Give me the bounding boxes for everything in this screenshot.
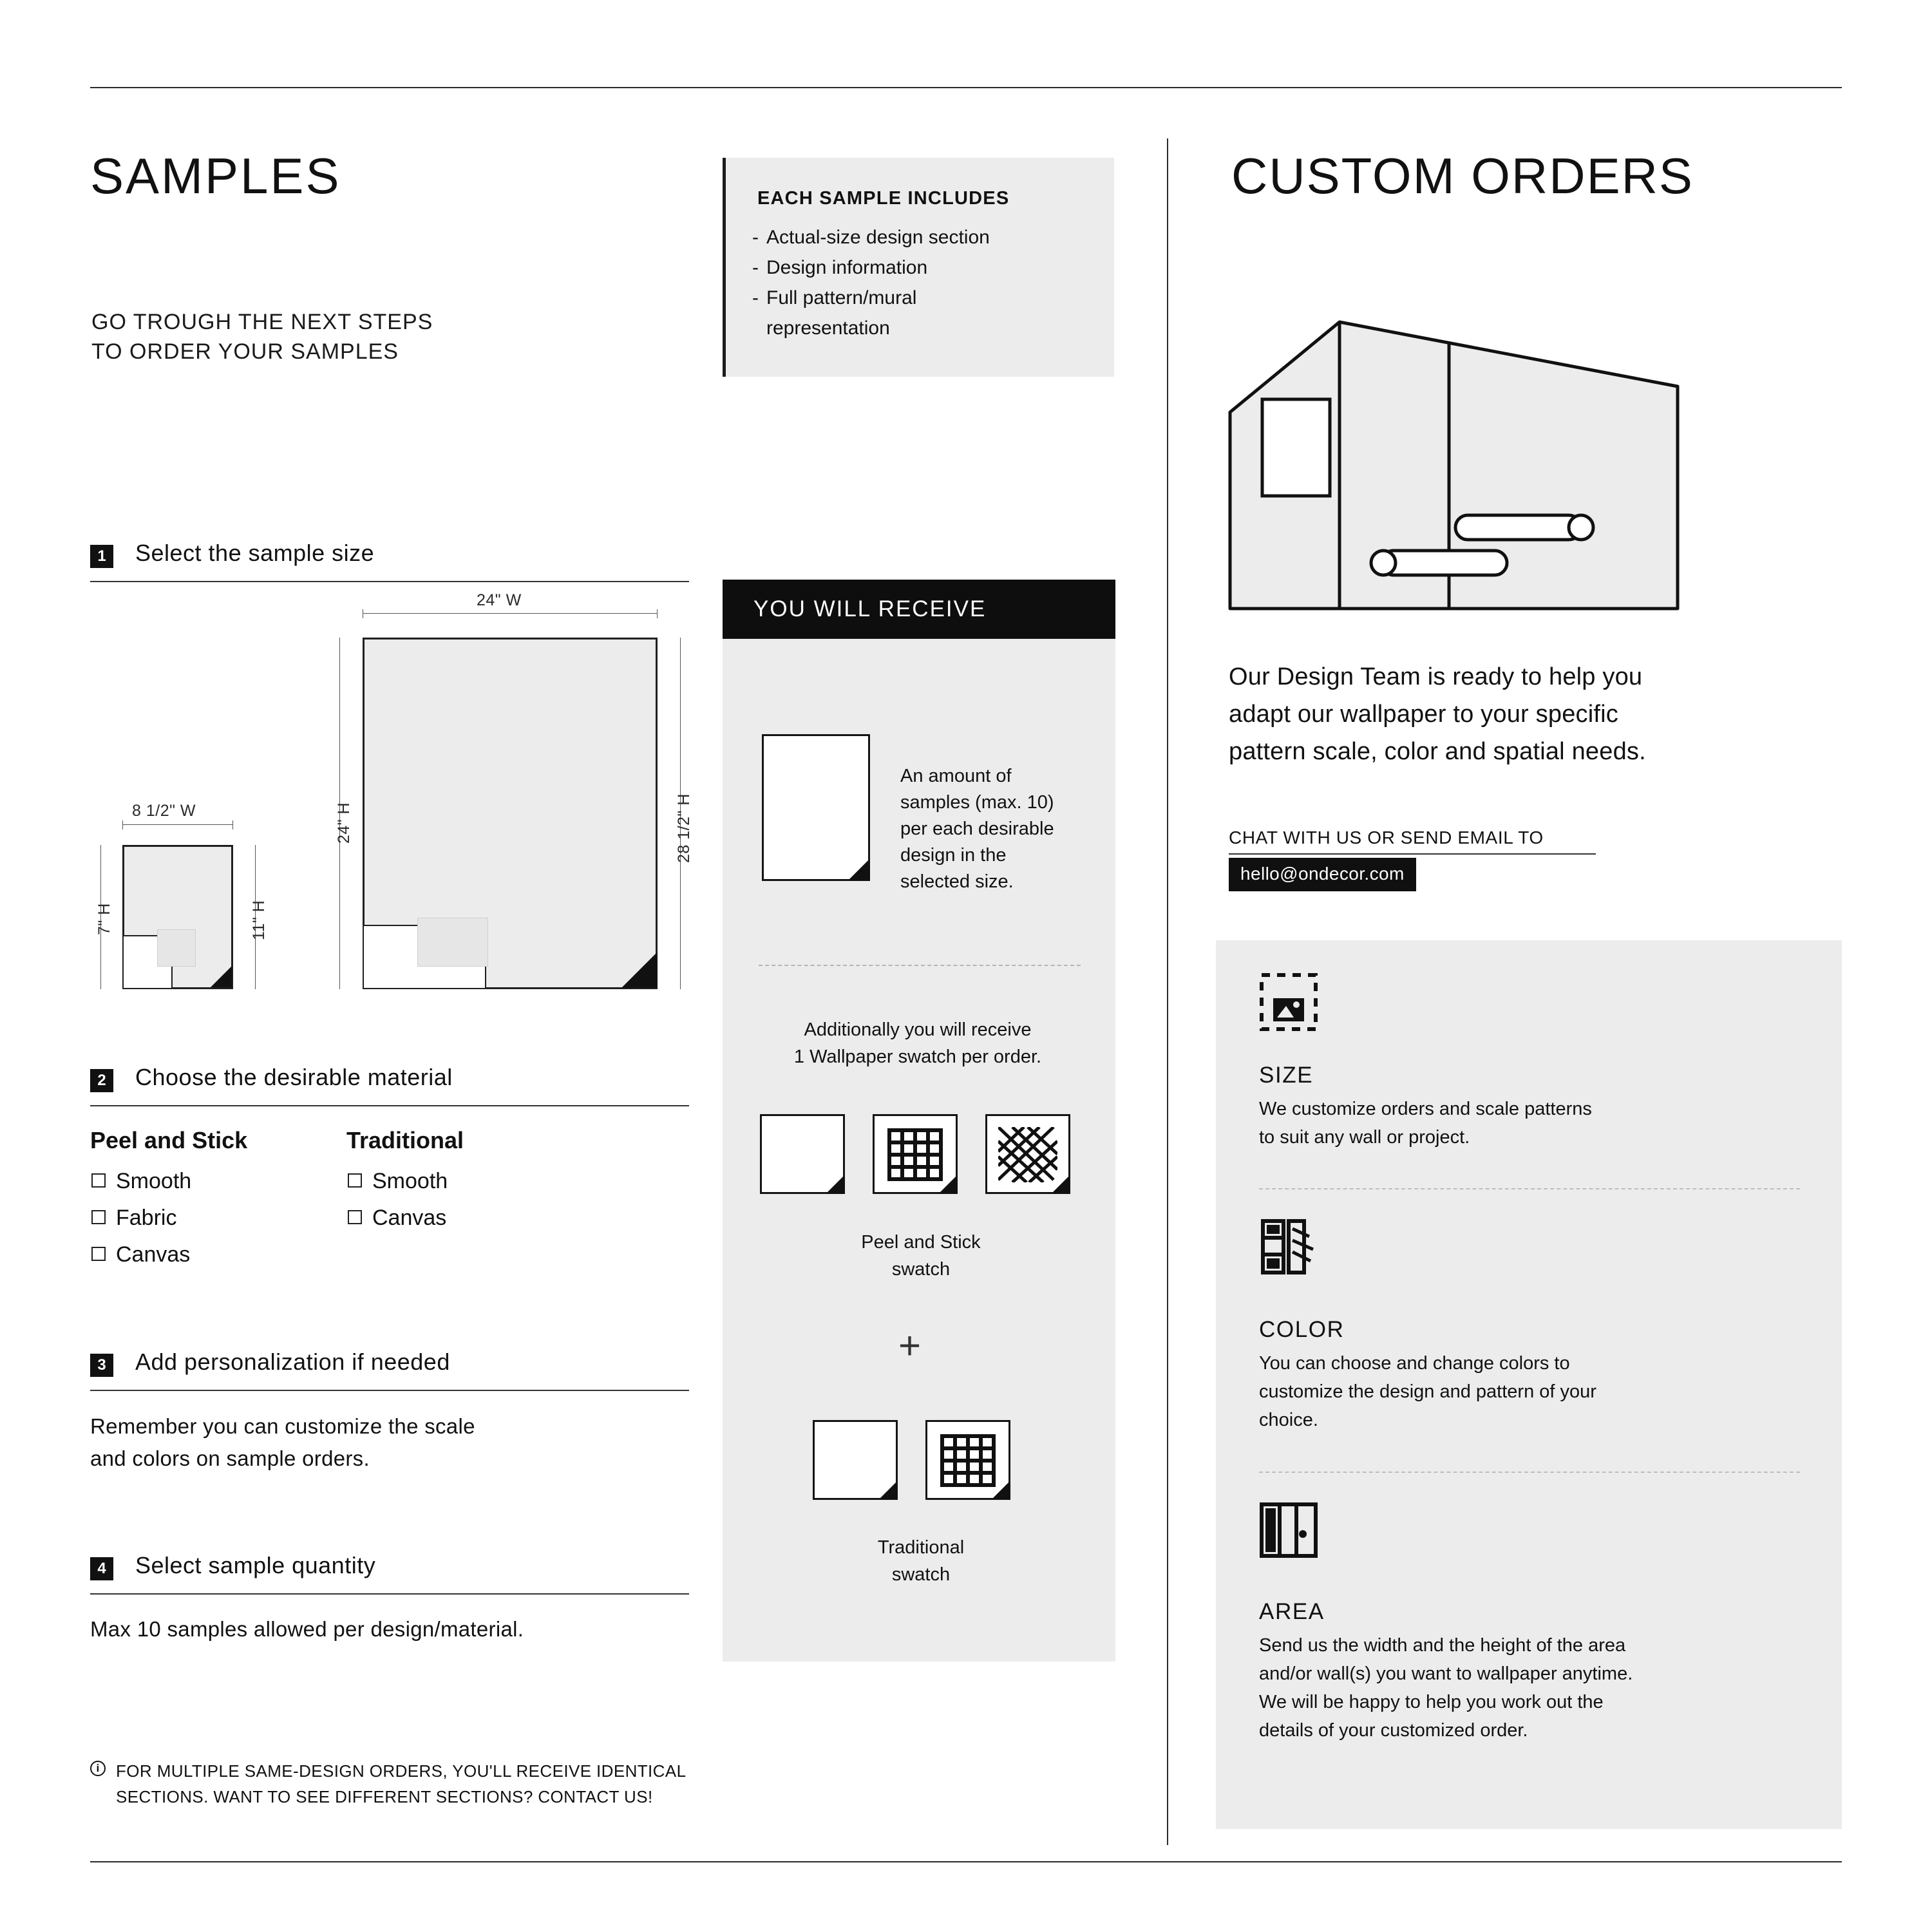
email-link[interactable]: hello@ondecor.com <box>1229 858 1416 891</box>
additional-swatch-note <box>734 1016 1101 1070</box>
design-line1: Our Design Team is ready to help you <box>1229 663 1643 690</box>
step-3-body-line1: Remember you can customize the scale <box>90 1414 475 1438</box>
material-option-label: Smooth <box>372 1169 448 1193</box>
feature-title-color: COLOR <box>1259 1317 1345 1342</box>
checkbox[interactable] <box>91 1247 106 1261</box>
includes-item-text: Actual-size design section <box>766 227 990 248</box>
step-1-rule <box>90 581 689 582</box>
dim-small-width: 8 1/2" W <box>132 802 196 820</box>
feature-separator <box>1259 1188 1800 1189</box>
peel-caption-line2: swatch <box>891 1259 951 1280</box>
checkbox[interactable] <box>348 1210 362 1224</box>
material-option-trad-smooth[interactable] <box>348 1169 448 1194</box>
list-item-continuation: representation <box>766 317 890 339</box>
feature-body-line: and/or wall(s) you want to wallpaper anytime. <box>1259 1663 1633 1684</box>
sample-size-24-corner <box>621 952 658 988</box>
footnote <box>90 1758 686 1810</box>
feature-body-line: customize the design and pattern of your <box>1259 1381 1596 1402</box>
dim-small-height-left: 7" H <box>95 903 113 935</box>
step-4-rule <box>90 1593 689 1595</box>
dim-line-top-small <box>122 824 233 825</box>
includes-title: EACH SAMPLE INCLUDES <box>757 188 1010 209</box>
feature-title-area: AREA <box>1259 1599 1325 1624</box>
feature-body-area <box>1259 1631 1633 1745</box>
footnote-line1: FOR MULTIPLE SAME-DESIGN ORDERS, YOU'LL RECEIVE IDENTICAL <box>116 1761 687 1781</box>
sample-size-24-inner-swatch <box>417 918 488 967</box>
step-3-rule <box>90 1390 689 1391</box>
dim-big-height-right: 28 1/2" H <box>675 793 693 863</box>
peel-caption-line1: Peel and Stick <box>861 1232 981 1253</box>
material-option-peel-canvas[interactable] <box>91 1242 190 1267</box>
bottom-divider <box>90 1861 1842 1862</box>
step-1-number: 1 <box>90 545 113 568</box>
step-3-body-line2: and colors on sample orders. <box>90 1446 370 1470</box>
traditional-caption-line2: swatch <box>891 1564 951 1585</box>
sample-size-8-corner <box>211 966 232 987</box>
desc-line: per each desirable <box>900 819 1054 839</box>
feature-body-line: You can choose and change colors to <box>1259 1353 1570 1374</box>
material-option-trad-canvas[interactable] <box>348 1206 446 1231</box>
material-col-traditional-title: Traditional <box>346 1127 464 1153</box>
step-3-label: Add personalization if needed <box>135 1349 450 1375</box>
feature-body-line: details of your customized order. <box>1259 1720 1528 1741</box>
peel-swatch-grid-corner <box>938 1175 958 1194</box>
traditional-caption-line1: Traditional <box>877 1537 965 1558</box>
grid-pattern-icon <box>887 1128 943 1181</box>
room-illustration <box>1227 316 1684 618</box>
wall-area-icon <box>1259 1501 1318 1560</box>
plus-symbol: + <box>898 1324 922 1367</box>
includes-list <box>752 222 990 343</box>
chat-with-us-label: CHAT WITH US OR SEND EMAIL TO <box>1229 828 1544 848</box>
info-icon: i <box>90 1761 106 1776</box>
chat-rule <box>1229 853 1596 855</box>
dim-small-height-right: 11" H <box>250 900 268 940</box>
feature-body-line: We will be happy to help you work out the <box>1259 1692 1604 1712</box>
sample-size-8-inner-swatch <box>157 929 196 967</box>
dim-tick <box>122 820 123 829</box>
feature-body-line: Send us the width and the height of the area <box>1259 1635 1626 1656</box>
feature-body-color <box>1259 1349 1596 1434</box>
checkbox[interactable] <box>348 1173 362 1188</box>
sample-sheet-corner <box>848 858 870 881</box>
material-option-peel-fabric[interactable] <box>91 1206 176 1231</box>
step-4-number: 4 <box>90 1557 113 1580</box>
feature-body-size <box>1259 1095 1592 1151</box>
list-item: - Full pattern/mural <box>752 287 917 308</box>
page-title-custom-orders: CUSTOM ORDERS <box>1231 147 1694 204</box>
desc-line: samples (max. 10) <box>900 792 1054 813</box>
traditional-swatch-plain-corner <box>878 1481 898 1500</box>
checkbox[interactable] <box>91 1173 106 1188</box>
step-1-label: Select the sample size <box>135 540 375 566</box>
list-item: - Actual-size design section <box>752 227 990 248</box>
dim-big-width: 24" W <box>477 591 522 609</box>
material-option-label: Fabric <box>116 1206 177 1230</box>
feature-title-size: SIZE <box>1259 1063 1314 1088</box>
dim-tick <box>232 820 233 829</box>
samples-subtitle-line1: GO TROUGH THE NEXT STEPS <box>91 310 433 334</box>
design-line3: pattern scale, color and spatial needs. <box>1229 738 1646 765</box>
top-divider <box>90 87 1842 88</box>
design-team-text <box>1229 658 1646 770</box>
color-palette-icon <box>1259 1217 1318 1276</box>
traditional-swatch-grid-corner <box>991 1481 1010 1500</box>
dim-big-height-left: 24" H <box>335 802 353 844</box>
dim-tick <box>657 609 658 618</box>
includes-item-text: Design information <box>766 257 928 278</box>
step-2-number: 2 <box>90 1069 113 1092</box>
additional-line1: Additionally you will receive <box>804 1019 1032 1040</box>
list-item: - Design information <box>752 257 928 278</box>
column-divider <box>1167 138 1168 1845</box>
peel-swatch-caption <box>766 1229 1075 1283</box>
samples-subtitle <box>91 307 433 366</box>
material-option-label: Canvas <box>372 1206 447 1230</box>
material-option-label: Canvas <box>116 1242 191 1267</box>
material-option-peel-smooth[interactable] <box>91 1169 191 1194</box>
diagonal-pattern-icon <box>998 1127 1057 1182</box>
desc-line: design in the <box>900 845 1007 866</box>
step-4-label: Select sample quantity <box>135 1552 376 1578</box>
desc-line: An amount of <box>900 766 1012 786</box>
sample-sheet-description <box>900 763 1094 895</box>
step-3-number: 3 <box>90 1354 113 1377</box>
includes-accent-bar <box>723 158 726 377</box>
peel-swatch-plain-corner <box>826 1175 845 1194</box>
grid-pattern-icon <box>940 1434 996 1487</box>
panel-separator <box>759 965 1081 966</box>
footnote-line2: SECTIONS. WANT TO SEE DIFFERENT SECTIONS? CONTACT US! <box>116 1787 653 1806</box>
checkbox[interactable] <box>91 1210 106 1224</box>
additional-line2: 1 Wallpaper swatch per order. <box>793 1046 1042 1067</box>
material-col-peel-title: Peel and Stick <box>90 1127 248 1153</box>
step-4-body: Max 10 samples allowed per design/material. <box>90 1617 524 1641</box>
samples-subtitle-line2: TO ORDER YOUR SAMPLES <box>91 339 399 364</box>
step-2-rule <box>90 1105 689 1106</box>
page-title-samples: SAMPLES <box>90 147 341 204</box>
step-2-label: Choose the desirable material <box>135 1064 453 1090</box>
feature-separator <box>1259 1472 1800 1473</box>
desc-line: selected size. <box>900 871 1014 892</box>
traditional-swatch-caption <box>766 1534 1075 1588</box>
step-3-body <box>90 1410 475 1475</box>
you-will-receive-header <box>723 580 1115 639</box>
includes-item-text: Full pattern/mural <box>766 287 917 308</box>
dim-line-top <box>363 613 658 614</box>
material-option-label: Smooth <box>116 1169 192 1193</box>
peel-swatch-diagonal-corner <box>1051 1175 1070 1194</box>
feature-body-line: We customize orders and scale patterns <box>1259 1099 1592 1119</box>
image-frame-icon <box>1259 972 1318 1032</box>
design-line2: adapt our wallpaper to your specific <box>1229 701 1618 728</box>
feature-body-line: to suit any wall or project. <box>1259 1127 1470 1148</box>
feature-body-line: choice. <box>1259 1410 1318 1430</box>
you-will-receive-title: YOU WILL RECEIVE <box>753 596 987 621</box>
